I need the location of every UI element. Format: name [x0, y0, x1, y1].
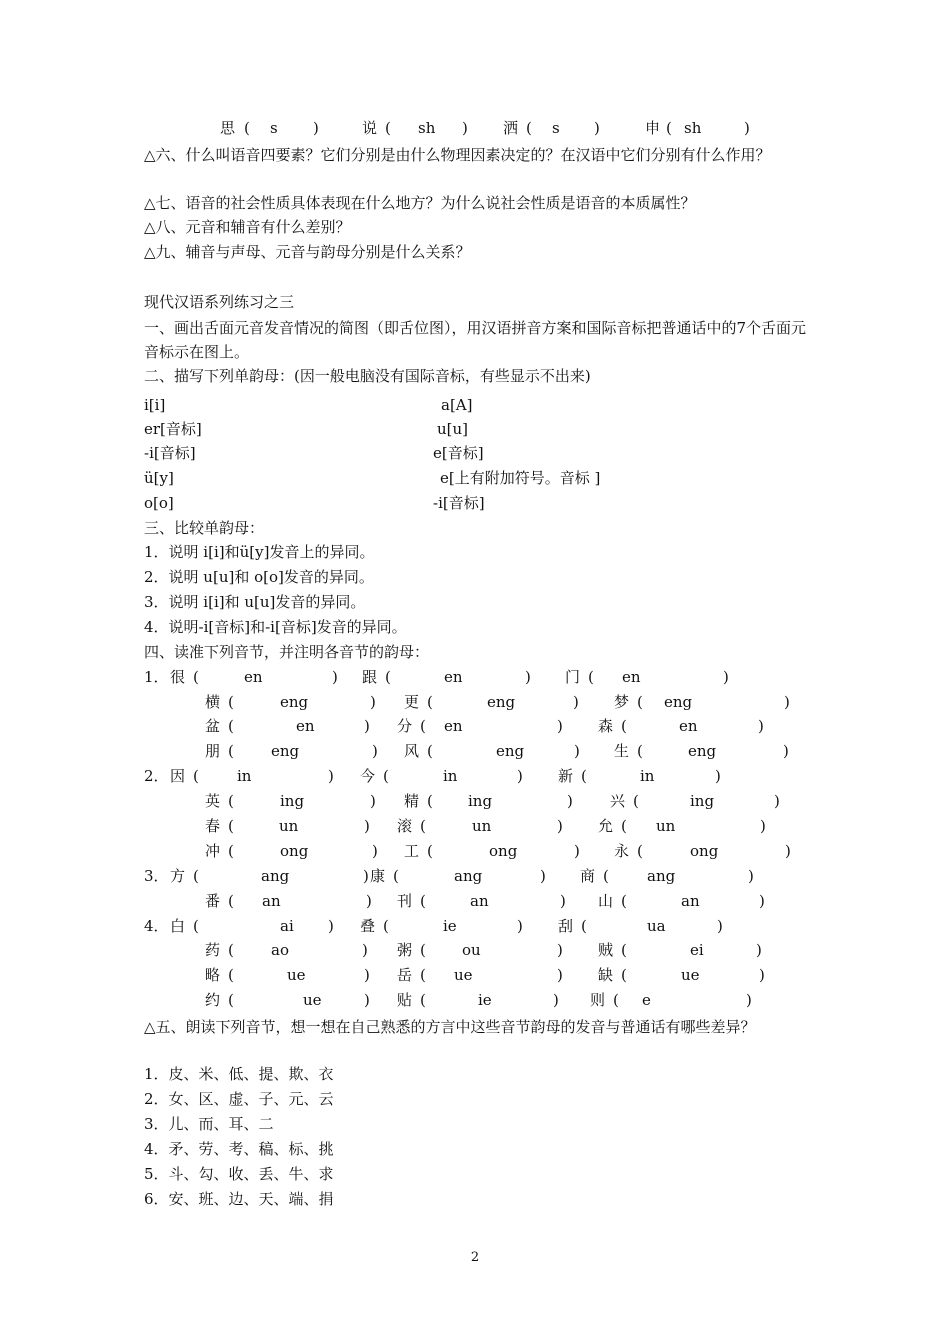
final-answer: ing	[690, 792, 715, 810]
syllable-char: 更	[404, 693, 420, 711]
syllable-char: 英	[205, 792, 221, 810]
final-answer: an	[681, 892, 700, 910]
final-answer: ue	[454, 966, 473, 984]
paren-close: )	[784, 693, 790, 711]
paren-open: (	[393, 867, 399, 885]
syllable-char: 工	[404, 842, 420, 860]
paren-close: )	[370, 693, 376, 711]
part4-heading: 四、读准下列音节，并注明各音节的韵母：	[144, 643, 430, 661]
final-answer: ei	[690, 941, 704, 959]
paren-close: )	[746, 991, 752, 1009]
final-answer: ing	[280, 792, 305, 810]
syllable-char: 冲	[205, 842, 221, 860]
final-answer: an	[470, 892, 489, 910]
final-answer: ao	[271, 941, 289, 959]
paren-close: )	[540, 867, 546, 885]
syllable-char: 滚	[397, 817, 413, 835]
final-answer: ong	[489, 842, 518, 860]
paren-close: )	[574, 842, 580, 860]
paren-open: (	[228, 792, 234, 810]
syllable-char: 番	[205, 892, 221, 910]
paren-open: (	[228, 693, 234, 711]
final-answer: eng	[664, 693, 693, 711]
paren-open: (	[228, 817, 234, 835]
final-answer: en	[244, 668, 263, 686]
syllable-char: 森	[598, 717, 614, 735]
paren-open: (	[420, 817, 426, 835]
syllable-char: 永	[614, 842, 630, 860]
syllable-char: 方	[170, 867, 186, 885]
final-answer: eng	[487, 693, 516, 711]
final-answer: ai	[280, 917, 294, 935]
paren-open: (	[621, 966, 627, 984]
group-number: 1．	[144, 668, 169, 686]
final-right: a[A]	[441, 396, 473, 414]
paren-close: )	[723, 668, 729, 686]
final-left: er[音标]	[144, 420, 202, 438]
syllable-char: 梦	[614, 693, 630, 711]
paren-close: )	[372, 742, 378, 760]
paren-close: )	[758, 717, 764, 735]
paren-close: )	[553, 991, 559, 1009]
paren-close: )	[366, 892, 372, 910]
paren-close: )	[715, 767, 721, 785]
syllable-char: 很	[170, 668, 186, 686]
final-answer: in	[640, 767, 655, 785]
sec2-paren-open: (	[244, 119, 250, 137]
paren-open: (	[613, 991, 619, 1009]
paren-close: )	[760, 817, 766, 835]
part5-item: 1．皮、米、低、提、欺、衣	[144, 1065, 334, 1083]
final-answer: en	[444, 668, 463, 686]
syllable-char: 精	[404, 792, 420, 810]
paren-close: )	[364, 717, 370, 735]
paren-open: (	[633, 792, 639, 810]
final-left: -i[音标]	[144, 444, 196, 462]
sec2-char: 申	[645, 119, 661, 137]
paren-open: (	[588, 668, 594, 686]
sec2-paren-open: (	[526, 119, 532, 137]
final-answer: ue	[681, 966, 700, 984]
sec2-paren-close: )	[744, 119, 750, 137]
final-answer: un	[656, 817, 676, 835]
paren-open: (	[385, 668, 391, 686]
paren-open: (	[228, 892, 234, 910]
question-9: △九、辅音与声母、元音与韵母分别是什么关系？	[144, 243, 471, 261]
final-right: e[音标]	[433, 444, 484, 462]
syllable-char: 风	[404, 742, 420, 760]
final-answer: e	[642, 991, 651, 1009]
paren-open: (	[603, 867, 609, 885]
syllable-char: 粥	[397, 941, 413, 959]
paren-open: (	[193, 668, 199, 686]
paren-open: (	[427, 842, 433, 860]
paren-close: )	[517, 917, 523, 935]
syllable-char: 刮	[558, 917, 574, 935]
syllable-char: 刊	[397, 892, 413, 910]
paren-close: )	[774, 792, 780, 810]
final-answer: ing	[468, 792, 493, 810]
paren-open: (	[427, 792, 433, 810]
part5-item: 4．矛、劳、考、稿、标、挑	[144, 1140, 334, 1158]
final-answer: in	[443, 767, 458, 785]
paren-open: (	[228, 842, 234, 860]
syllable-char: 山	[598, 892, 614, 910]
part5-item: 6．安、班、边、天、端、捐	[144, 1190, 334, 1208]
final-answer: en	[296, 717, 315, 735]
final-answer: in	[237, 767, 252, 785]
final-right: -i[音标]	[433, 494, 485, 512]
paren-close: )	[328, 767, 334, 785]
final-answer: eng	[496, 742, 525, 760]
paren-close: )	[574, 742, 580, 760]
paren-open: (	[420, 991, 426, 1009]
group-number: 3．	[144, 867, 169, 885]
paren-open: (	[581, 917, 587, 935]
syllable-char: 分	[397, 717, 413, 735]
paren-close: )	[557, 941, 563, 959]
syllable-char: 白	[170, 917, 186, 935]
final-right: u[u]	[437, 420, 469, 438]
part1-text: 一、画出舌面元音发音情况的简图（即舌位图），用汉语拼音方案和国际音标把普通话中的7个舌面元音标示在图上。	[144, 319, 807, 361]
paren-open: (	[621, 892, 627, 910]
sec2-paren-open: (	[385, 119, 391, 137]
syllable-char: 横	[205, 693, 221, 711]
paren-open: (	[621, 717, 627, 735]
paren-open: (	[228, 991, 234, 1009]
final-answer: ong	[280, 842, 309, 860]
paren-close: )	[517, 767, 523, 785]
syllable-char: 生	[614, 742, 630, 760]
sec2-answer: sh	[684, 119, 702, 137]
paren-open: (	[621, 941, 627, 959]
syllable-char: 跟	[362, 668, 378, 686]
sec2-paren-close: )	[462, 119, 468, 137]
question-6: △六、什么叫语音四要素？它们分别是由什么物理因素决定的？在汉语中它们分别有什么作用？	[144, 146, 771, 164]
paren-open: (	[193, 767, 199, 785]
final-answer: ua	[647, 917, 666, 935]
final-answer: un	[279, 817, 299, 835]
sec2-char: 说	[362, 119, 378, 137]
paren-close: )	[748, 867, 754, 885]
question-7: △七、语音的社会性质具体表现在什么地方？为什么说社会性质是语音的本质属性？	[144, 194, 696, 212]
final-answer: un	[472, 817, 492, 835]
final-answer: eng	[271, 742, 300, 760]
final-answer: ou	[462, 941, 481, 959]
paren-close: )	[370, 792, 376, 810]
final-left: ü[y]	[144, 469, 174, 487]
syllable-char: 今	[360, 767, 376, 785]
paren-open: (	[193, 867, 199, 885]
syllable-char: 春	[205, 817, 221, 835]
paren-close: )	[525, 668, 531, 686]
paren-open: (	[228, 742, 234, 760]
paren-close: )	[362, 941, 368, 959]
paren-open: (	[637, 842, 643, 860]
syllable-char: 约	[205, 991, 221, 1009]
paren-open: (	[383, 767, 389, 785]
syllable-char: 叠	[360, 917, 376, 935]
sec2-char: 思	[220, 119, 236, 137]
syllable-char: 朋	[205, 742, 221, 760]
final-answer: en	[444, 717, 463, 735]
exercise-title: 现代汉语系列练习之三	[144, 293, 295, 311]
part3-item: 2．说明 u[u]和 o[o]发音的异同。	[144, 568, 374, 586]
paren-open: (	[420, 966, 426, 984]
syllable-char: 缺	[598, 966, 614, 984]
paren-close: )	[717, 917, 723, 935]
syllable-char: 略	[205, 966, 221, 984]
paren-open: (	[637, 742, 643, 760]
paren-close: )	[783, 742, 789, 760]
paren-open: (	[193, 917, 199, 935]
final-answer: ang	[454, 867, 483, 885]
final-right: e[上有附加符号。音标 ]	[440, 469, 601, 487]
paren-open: (	[420, 892, 426, 910]
paren-close: )	[364, 966, 370, 984]
group-number: 4．	[144, 917, 169, 935]
paren-close: )	[759, 966, 765, 984]
syllable-char: 允	[598, 817, 614, 835]
syllable-char: 则	[590, 991, 606, 1009]
paren-open: (	[637, 693, 643, 711]
final-answer: en	[679, 717, 698, 735]
final-answer: ie	[478, 991, 492, 1009]
paren-open: (	[427, 742, 433, 760]
final-answer: ue	[303, 991, 322, 1009]
final-answer: ang	[647, 867, 676, 885]
paren-close: )	[557, 966, 563, 984]
paren-close: )	[328, 917, 334, 935]
final-answer: en	[622, 668, 641, 686]
final-answer: an	[262, 892, 281, 910]
sec2-paren-close: )	[313, 119, 319, 137]
syllable-char: 盆	[205, 717, 221, 735]
part3-item: 1．说明 i[i]和ü[y]发音上的异同。	[144, 543, 375, 561]
part3-item: 4．说明-i[音标]和-i[音标]发音的异同。	[144, 618, 407, 636]
syllable-char: 兴	[610, 792, 626, 810]
final-answer: ong	[690, 842, 719, 860]
paren-close: )	[332, 668, 338, 686]
syllable-char: 岳	[397, 966, 413, 984]
group-number: 2．	[144, 767, 169, 785]
paren-close: )	[573, 693, 579, 711]
syllable-char: 药	[205, 941, 221, 959]
paren-close: )	[364, 817, 370, 835]
part3-item: 3．说明 i[i]和 u[u]发音的异同。	[144, 593, 366, 611]
paren-close: )	[557, 817, 563, 835]
sec2-paren-close: )	[594, 119, 600, 137]
sec2-char: 洒	[503, 119, 519, 137]
paren-close: )	[372, 842, 378, 860]
part2-heading: 二、描写下列单韵母：(因一般电脑没有国际音标，有些显示不出来)	[144, 367, 591, 385]
part3-heading: 三、比较单韵母：	[144, 519, 265, 537]
paren-open: (	[228, 941, 234, 959]
syllable-char: 门	[565, 668, 581, 686]
paren-open: (	[228, 966, 234, 984]
page-number: 2	[470, 1250, 480, 1265]
paren-close: )	[785, 842, 791, 860]
final-answer: ie	[443, 917, 457, 935]
paren-open: (	[228, 717, 234, 735]
paren-open: (	[420, 941, 426, 959]
final-answer: ang	[261, 867, 290, 885]
paren-open: (	[621, 817, 627, 835]
part5-item: 5．斗、勾、收、丢、牛、求	[144, 1165, 334, 1183]
paren-close: )	[557, 717, 563, 735]
sec2-answer: s	[552, 119, 560, 137]
paren-close: )	[364, 991, 370, 1009]
syllable-char: 康	[370, 867, 386, 885]
final-left: o[o]	[144, 494, 174, 512]
sec2-answer: sh	[418, 119, 436, 137]
sec2-paren-open: (	[666, 119, 672, 137]
paren-open: (	[427, 693, 433, 711]
final-answer: eng	[688, 742, 717, 760]
paren-open: (	[420, 717, 426, 735]
paren-open: (	[581, 767, 587, 785]
paren-open: (	[383, 917, 389, 935]
syllable-char: 新	[558, 767, 574, 785]
paren-close: )	[756, 941, 762, 959]
final-left: i[i]	[144, 396, 166, 414]
final-answer: ue	[287, 966, 306, 984]
syllable-char: 贴	[397, 991, 413, 1009]
syllable-char: 商	[580, 867, 596, 885]
syllable-char: 贼	[598, 941, 614, 959]
question-8: △八、元音和辅音有什么差别？	[144, 218, 351, 236]
paren-close: )	[759, 892, 765, 910]
part5-item: 3．儿、而、耳、二	[144, 1115, 274, 1133]
paren-close: )	[567, 792, 573, 810]
syllable-char: 因	[170, 767, 186, 785]
paren-close: )	[560, 892, 566, 910]
final-answer: eng	[280, 693, 309, 711]
paren-close: )	[363, 867, 369, 885]
part5-heading: △五、朗读下列音节，想一想在自己熟悉的方言中这些音节韵母的发音与普通话有哪些差异？	[144, 1018, 756, 1036]
part5-item: 2．女、区、虚、子、元、云	[144, 1090, 334, 1108]
sec2-answer: s	[270, 119, 278, 137]
